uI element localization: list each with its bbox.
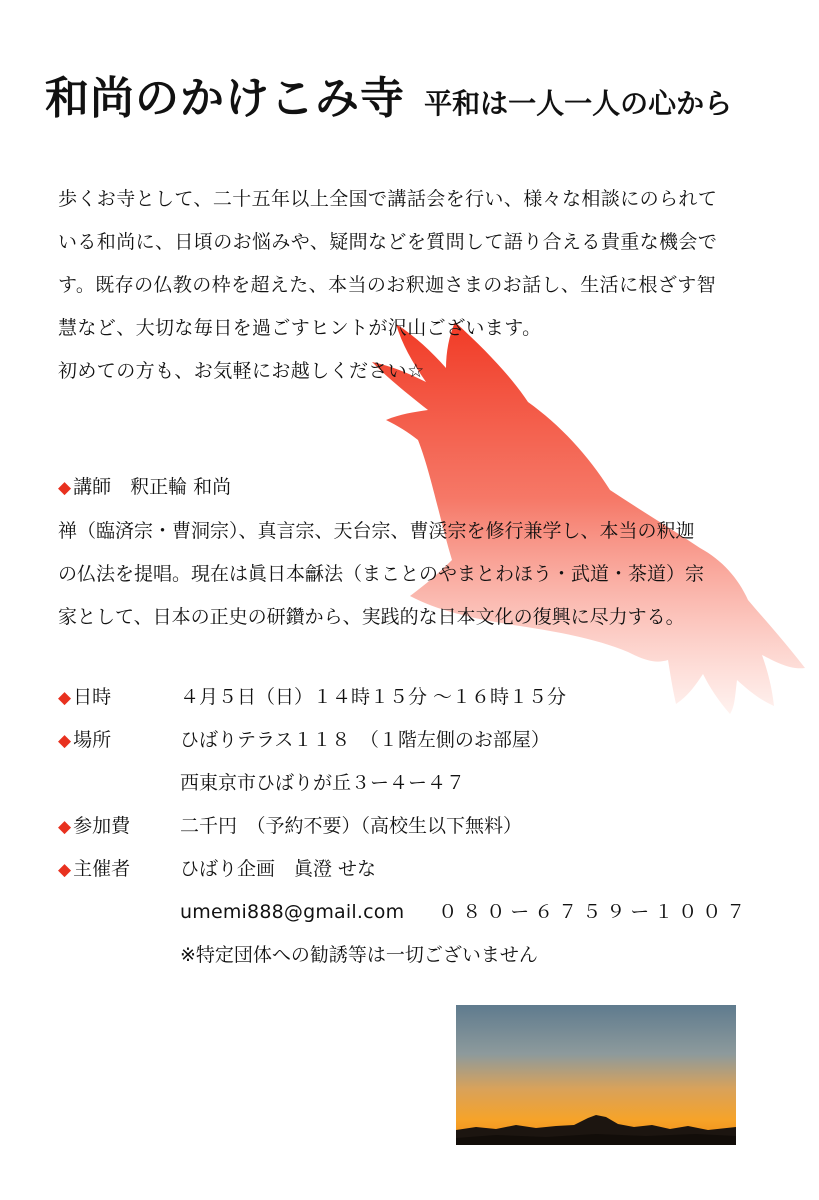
diamond-icon: ◆ <box>58 860 72 880</box>
intro-line: す。既存の仏教の枠を超えた、本当のお釈迦さまのお話し、生活に根ざす智 <box>58 274 717 296</box>
page-subtitle: 平和は一人一人の心から <box>424 87 733 120</box>
sunset-photo <box>456 1005 736 1145</box>
contact-line <box>180 891 750 934</box>
detail-row-organizer <box>58 848 377 891</box>
intro-line: 初めての方も、お気軽にお越しください☆ <box>58 360 425 382</box>
detail-row-contact <box>58 891 751 934</box>
intro-line: 歩くお寺として、二十五年以上全国で講話会を行い、様々な相談にのられて <box>58 188 718 210</box>
detail-row-place <box>58 719 550 762</box>
detail-row-fee <box>58 805 523 848</box>
lecturer-bio-line: 禅（臨済宗・曹洞宗）、真言宗、天台宗、曹渓宗を修行兼学し、本当の釈迦 <box>58 520 695 542</box>
place-address: 西東京市ひばりが丘３ー４ー４７ <box>180 772 466 794</box>
diamond-icon: ◆ <box>58 688 72 708</box>
intro-line: いる和尚に、日頃のお悩みや、疑問などを質問して語り合える貴重な機会で <box>58 231 718 253</box>
place-value: ひばりテラス１１８ （１階左側のお部屋） <box>180 729 550 751</box>
title-row <box>45 62 732 126</box>
lecturer-bio-line: 家として、日本の正史の研鑽から、実践的な日本文化の復興に尽力する。 <box>58 606 685 628</box>
lecturer-heading-text: 講師 釈正輪 和尚 <box>73 476 232 498</box>
detail-label <box>58 805 180 849</box>
organizer-label: 主催者 <box>73 858 131 880</box>
place-label: 場所 <box>73 729 112 751</box>
detail-label <box>58 848 180 892</box>
lecturer-section <box>58 466 778 639</box>
notice-text: ※特定団体への勧誘等は一切ございません <box>180 944 538 966</box>
datetime-label: 日時 <box>73 686 112 708</box>
lecturer-heading <box>58 466 778 510</box>
lecturer-bio-line: の仏法を提唱。現在は眞日本龢法（まことのやまとわほう・武道・茶道）宗 <box>58 563 705 585</box>
diamond-icon: ◆ <box>58 817 72 837</box>
detail-row-address <box>58 762 466 805</box>
detail-label <box>58 719 180 763</box>
email-link[interactable]: umemi888@gmail.com <box>180 901 405 923</box>
page-title: 和尚のかけこみ寺 <box>45 73 405 124</box>
diamond-icon: ◆ <box>58 731 72 751</box>
phone-number: ０８０ー６７５９ー１００７ <box>438 901 751 923</box>
intro-line: 慧など、大切な毎日を過ごすヒントが沢山ございます。 <box>58 317 542 339</box>
detail-label <box>58 676 180 720</box>
detail-row-datetime <box>58 676 567 719</box>
fee-label: 参加費 <box>73 815 131 837</box>
organizer-value: ひばり企画 眞澄 せな <box>180 858 377 880</box>
intro-paragraph <box>58 178 778 393</box>
diamond-icon: ◆ <box>58 478 72 498</box>
detail-row-notice <box>58 934 538 977</box>
event-details <box>58 676 751 977</box>
datetime-value: ４月５日（日）１４時１５分 〜１６時１５分 <box>180 686 567 708</box>
fee-value: 二千円 （予約不要）（高校生以下無料） <box>180 815 523 837</box>
